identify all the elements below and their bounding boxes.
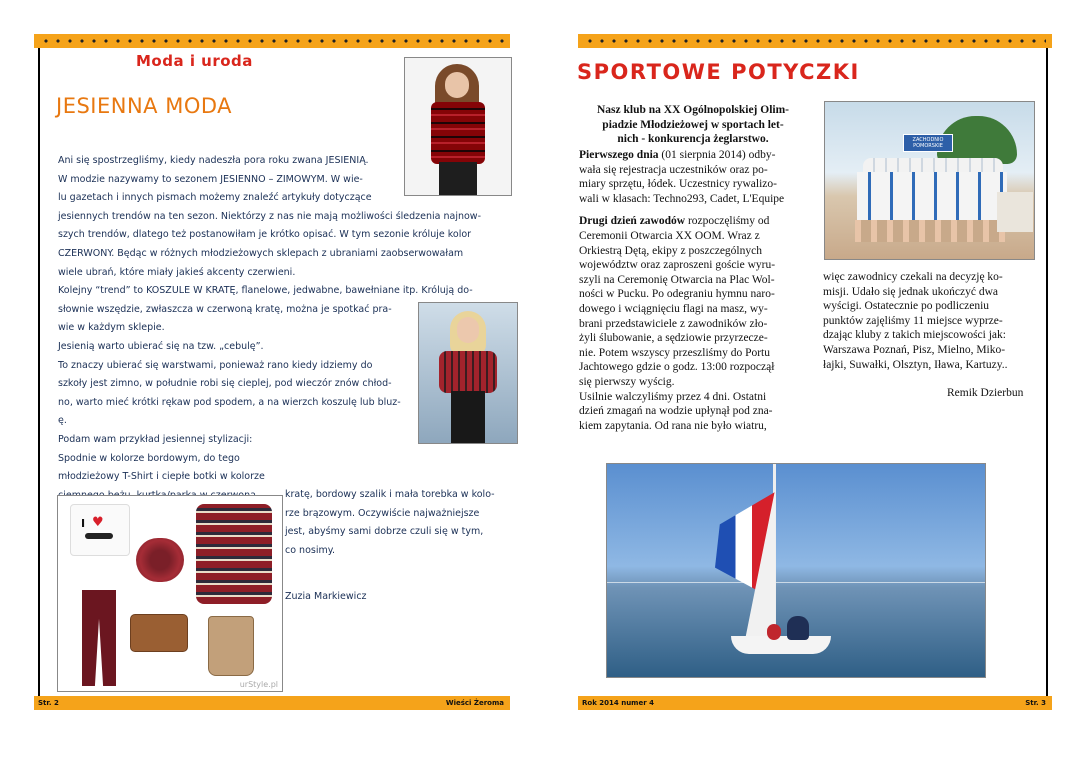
- body-line: młodzieżowy T-Shirt i ciepłe botki w kolorze: [58, 471, 265, 483]
- section-title: Moda i uroda: [136, 52, 253, 70]
- right-page-number: Str. 3: [1025, 699, 1046, 707]
- fashion-collage: [57, 495, 283, 692]
- right-page: [543, 0, 1086, 768]
- col1-line: szyli na Ceremonię Otwarcia na Plac Wol-: [579, 273, 775, 286]
- right-footer-bar: [578, 696, 1052, 710]
- body-line: Ani się spostrzegliśmy, kiedy nadeszła pora roku zwana JESIENIĄ.: [58, 155, 369, 166]
- author-name: Zuzia Markiewicz: [285, 591, 367, 602]
- continuation-line: rze brązowym. Oczywiście najważniejsze: [285, 507, 480, 519]
- col2-line: punktów zajęliśmy 11 miejsce wyprze-: [823, 314, 1003, 327]
- col1-line: się pierwszy wyścig.: [579, 375, 675, 388]
- scarf-image: [136, 538, 184, 582]
- body-line: Kolejny “trend” to KOSZULE W KRATĘ, flanelowe, jedwabne, bawełniane itp. Królują do-: [58, 285, 473, 297]
- lead-line: nich - konkurencja żeglarstwo.: [617, 133, 769, 146]
- col2-line: wyścigi. Ostatecznie po podliczeniu: [823, 300, 990, 313]
- col1-line: Pierwszego dnia (01 sierpnia 2014) odby-: [579, 149, 776, 161]
- left-page-number: Str. 2: [38, 699, 59, 707]
- col2-line: misji. Udało się jednak ukończyć dwa: [823, 285, 999, 298]
- body-line: lu gazetach i innych pismach możemy znaleźć artykuły dotyczące: [58, 192, 372, 204]
- col1-line: [579, 206, 803, 214]
- col1-line: nie. Potem wszyscy przeszliśmy do Portu: [579, 346, 771, 359]
- right-header-bar: [578, 34, 1052, 48]
- col1-line: dowego i wciągnięciu flagi na masz, wy-: [579, 302, 768, 315]
- continuation-line: co nosimy.: [285, 544, 336, 556]
- continuation-line: jest, abyśmy sami dobrze czuli się w tym,: [285, 526, 484, 538]
- body-line: ę.: [58, 415, 67, 427]
- model-photo-blonde: [418, 302, 518, 444]
- article-continuation: [285, 486, 525, 560]
- boat-hull: [731, 636, 831, 654]
- col1-line: Ceremonii Otwarcia XX OOM. Wraz z: [579, 229, 760, 242]
- col1-line: brani przedstawiciele z zawodników zło-: [579, 317, 768, 330]
- article-column-1: [579, 148, 803, 433]
- left-footer-magazine-name: Wieści Żeroma: [445, 699, 504, 707]
- lead-line: piadzie Młodzieżowej w sportach let-: [602, 118, 784, 131]
- col1-line: Drugi dzień zawodów rozpoczęliśmy od: [579, 215, 770, 228]
- burgundy-trousers-image: [82, 590, 116, 686]
- article-title: JESIENNA MODA: [56, 94, 233, 118]
- body-line: szych trendów, dlatego też postanowiłam je krótko opisać. W tym sezonie króluje kolor: [58, 229, 472, 241]
- left-page-border-left: [38, 40, 40, 698]
- col1-line: wała się rejestracja uczestników oraz po-: [579, 163, 768, 176]
- col1-line: Usilnie walczyliśmy przez 4 dni. Ostatni: [579, 390, 767, 403]
- continuation-line: kratę, bordowy szalik i mała torebka w kolo-: [285, 489, 495, 500]
- plaid-jacket-image: [196, 504, 272, 604]
- col2-line: łajki, Suwałki, Olsztyn, Iława, Kartuzy..: [823, 358, 1008, 371]
- col1-line: ności w Pucku. Po odegraniu hymnu naro-: [579, 288, 775, 301]
- body-line: no, warto mieć krótki rękaw pod spodem, a na wierzch koszulę lub bluz-: [58, 396, 401, 408]
- brown-bag-image: [130, 614, 188, 652]
- col1-line: miary sprzętu, łódek. Uczestnicy rywalizo-: [579, 178, 777, 191]
- body-line: Podam wam przykład jesiennej stylizacji:: [58, 433, 253, 445]
- author-name: Remik Dzierbun: [947, 387, 1024, 399]
- body-line: wiele ubrań, które miały jakieś akcenty czerwieni.: [58, 266, 296, 278]
- article-lead: [580, 103, 806, 147]
- col1-line: kiem zapytania. Od rana nie było wiatru,: [579, 419, 767, 432]
- boots-image: [208, 616, 254, 676]
- col1-line: wali w klasach: Techno293, Cadet, L'Equipe: [579, 192, 785, 205]
- col1-line: Jachtowego gdzie o godz. 13:00 rozpoczął: [579, 361, 775, 374]
- body-line: jesiennych trendów na ten sezon. Niektórzy z nas nie mają możliwości śledzenia najnow-: [58, 210, 482, 222]
- col1-line: Orkiestrą Dętą, ekipy z poszczególnych: [579, 244, 762, 257]
- lead-line: Nasz klub na XX Ogólnopolskiej Olim-: [596, 104, 790, 116]
- sailing-photo: [606, 463, 986, 678]
- body-line: To znaczy ubierać się warstwami, ponieważ rano kiedy idziemy do: [58, 359, 373, 371]
- article-column-2: [823, 270, 1037, 372]
- col1-line: żyli ślubowanie, a sędziowie przyrzecze-: [579, 332, 768, 345]
- tshirt-image: I ♥: [70, 504, 130, 556]
- body-line: CZERWONY. Będąc w różnych młodzieżowych sklepach z ubraniami zaobserwowałam: [58, 247, 464, 259]
- col2-line: więc zawodnicy czekali na decyzję ko-: [823, 271, 1003, 283]
- body-line: słownie wszędzie, zwłaszcza w czerwoną kratę, można je spotkać pra-: [58, 303, 392, 315]
- body-line: szkoły jest zimno, w południe robi się cieplej, pod wieczór znów chłod-: [58, 378, 392, 390]
- body-line: W modzie nazywamy to sezonem JESIENNO – ZIMOWYM. W wie-: [58, 173, 363, 185]
- col2-line: Warszawa Poznań, Pisz, Mielno, Miko-: [823, 343, 1006, 356]
- collage-watermark: urStyle.pl: [239, 680, 278, 689]
- col2-line: dzając kluby z takich miejscowości jak:: [823, 329, 1006, 342]
- col1-line: województw oraz zaproszeni goście wyru-: [579, 259, 776, 272]
- team-sign: ZACHODNIO POMORSKIE: [903, 134, 953, 152]
- body-line: wie w każdym sklepie.: [58, 322, 165, 334]
- left-footer-bar: [34, 696, 510, 710]
- article-title: SPORTOWE POTYCZKI: [577, 60, 860, 84]
- left-header-bar: [34, 34, 510, 48]
- right-footer-issue: Rok 2014 numer 4: [582, 699, 654, 707]
- team-photo: [824, 101, 1035, 260]
- body-line: Jesienią warto ubierać się na tzw. „cebulę”.: [58, 340, 264, 352]
- col1-line: dzień zmagań na wodzie upłynął pod zna-: [579, 405, 773, 418]
- body-line: Spodnie w kolorze bordowym, do tego: [58, 452, 240, 464]
- right-page-border-right: [1046, 40, 1048, 704]
